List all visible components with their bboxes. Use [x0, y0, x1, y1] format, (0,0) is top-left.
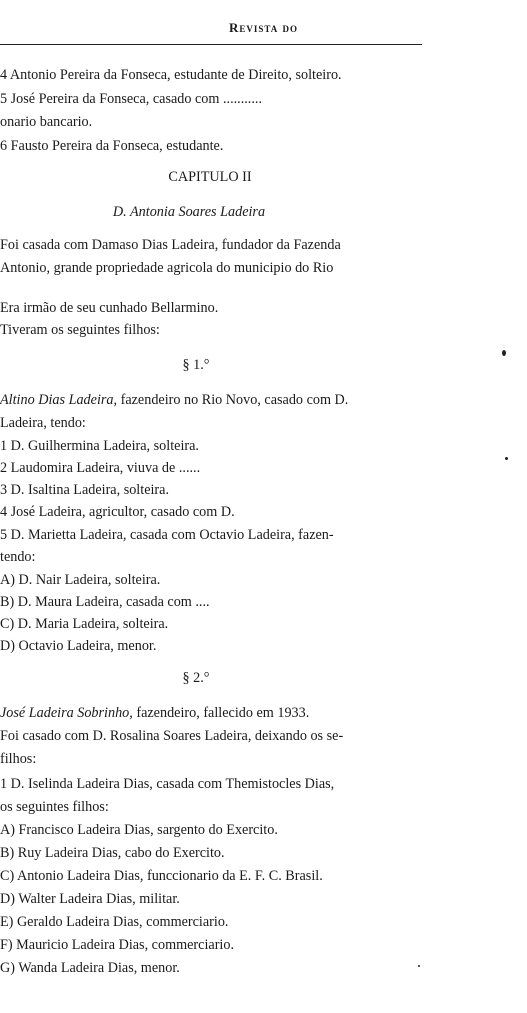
chapter-text-line-4: Tiveram os seguintes filhos:: [0, 322, 160, 338]
section-2-line: A) Francisco Ladeira Dias, sargento do Exercito.: [0, 822, 278, 838]
section-1-heading: § 1.°: [182, 357, 210, 373]
section-1-item: tendo:: [0, 549, 36, 565]
section-2-line: E) Geraldo Ladeira Dias, commerciario.: [0, 914, 229, 930]
intro-line-2: 5 José Pereira da Fonseca, casado com ...........: [0, 91, 262, 107]
intro-line-1: 4 Antonio Pereira da Fonseca, estudante de Direito, solteiro.: [0, 67, 342, 83]
section-1-lead: [0, 391, 348, 409]
chapter-subtitle: D. Antonia Soares Ladeira: [112, 204, 266, 220]
section-2-line: 1 D. Iselinda Ladeira Dias, casada com Themistocles Dias,: [0, 776, 335, 792]
header-rule: [0, 44, 422, 45]
ink-speck: [502, 350, 506, 356]
section-1-lead-rest: fazendeiro no Rio Novo, casado com D.: [117, 392, 349, 408]
section-1-item: 1 D. Guilhermina Ladeira, solteira.: [0, 438, 199, 454]
section-2-line: filhos:: [0, 751, 37, 767]
intro-line-3: onario bancario.: [0, 114, 93, 130]
section-2-lead-rest: fazendeiro, fallecido em 1933.: [132, 705, 310, 721]
section-2-line: C) Antonio Ladeira Dias, funccionario da E. F. C. Brasil.: [0, 868, 323, 884]
section-2-lead-name: José Ladeira Sobrinho,: [0, 705, 133, 721]
section-2-line: B) Ruy Ladeira Dias, cabo do Exercito.: [0, 845, 225, 861]
intro-line-4: 6 Fausto Pereira da Fonseca, estudante.: [0, 138, 224, 154]
section-1-item: D) Octavio Ladeira, menor.: [0, 638, 157, 654]
ink-speck: [418, 965, 420, 967]
section-2-line: D) Walter Ladeira Dias, militar.: [0, 891, 180, 907]
section-1-lead-line-2: Ladeira, tendo:: [0, 415, 86, 431]
section-1-lead-name: Altino Dias Ladeira,: [0, 392, 118, 408]
chapter-text-line-1: Foi casada com Damaso Dias Ladeira, fundador da Fazenda: [0, 237, 341, 253]
section-2-line: os seguintes filhos:: [0, 799, 109, 815]
section-1-item: 4 José Ladeira, agricultor, casado com D.: [0, 504, 235, 520]
chapter-title: CAPITULO II: [168, 169, 252, 185]
ink-speck: [505, 457, 508, 460]
section-1-item: 5 D. Marietta Ladeira, casada com Octavio Ladeira, fazen-: [0, 527, 334, 543]
running-header: Revista do: [229, 20, 298, 35]
section-1-item: B) D. Maura Ladeira, casada com ....: [0, 594, 210, 610]
section-2-line: Foi casado com D. Rosalina Soares Ladeira, deixando os se-: [0, 728, 344, 744]
chapter-text-line-2: Antonio, grande propriedade agricola do municipio do Rio: [0, 260, 334, 276]
section-1-item: A) D. Nair Ladeira, solteira.: [0, 572, 161, 588]
section-2-line: G) Wanda Ladeira Dias, menor.: [0, 960, 180, 976]
section-1-item: 3 D. Isaltina Ladeira, solteira.: [0, 482, 170, 498]
section-1-item: C) D. Maria Ladeira, solteira.: [0, 616, 169, 632]
section-2-lead: [0, 704, 309, 722]
section-1-item: 2 Laudomira Ladeira, viuva de ......: [0, 460, 201, 476]
section-2-line: F) Mauricio Ladeira Dias, commerciario.: [0, 937, 235, 953]
chapter-text-line-3: Era irmão de seu cunhado Bellarmino.: [0, 300, 219, 316]
section-2-heading: § 2.°: [182, 670, 210, 686]
